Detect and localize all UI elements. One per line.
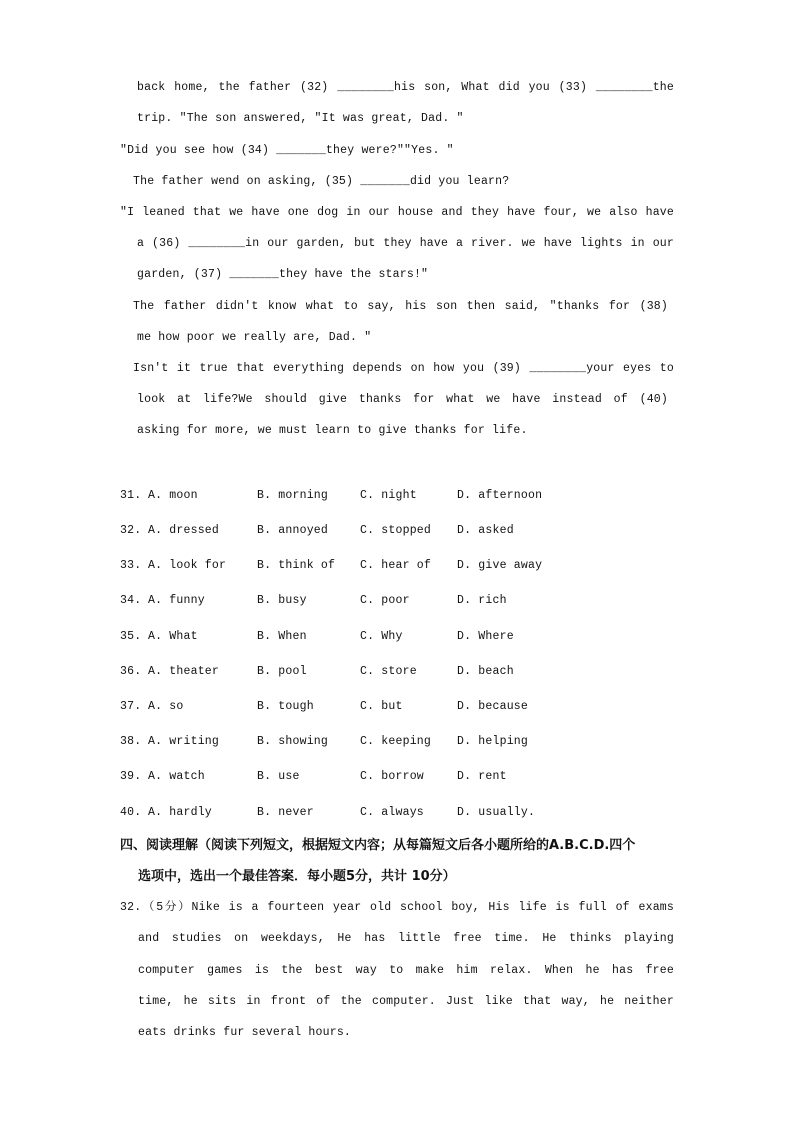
option-a: A. so: [148, 700, 184, 713]
option-c: C. borrow: [360, 770, 424, 783]
option-d: D. beach: [457, 665, 514, 678]
option-d: D. usually.: [457, 806, 536, 819]
question-number: 31.: [120, 489, 142, 502]
option-c: C. but: [360, 700, 403, 713]
question-number: 34.: [120, 594, 142, 607]
option-d: D. Where: [457, 630, 514, 643]
option-a: A. hardly: [148, 806, 212, 819]
option-c: C. poor: [360, 594, 410, 607]
option-b: B. use: [257, 770, 300, 783]
passage-line: back home, the father (32) ________his son, What did you (33) ________the: [137, 81, 674, 94]
option-row: [0, 664, 794, 680]
option-row: [0, 769, 794, 785]
option-a: A. look for: [148, 559, 227, 572]
option-d: D. rent: [457, 770, 507, 783]
option-b: B. annoyed: [257, 524, 329, 537]
option-row: [0, 523, 794, 539]
option-a: A. dressed: [148, 524, 220, 537]
passage-line: asking for more, we must learn to give thanks for life.: [137, 424, 528, 437]
option-b: B. pool: [257, 665, 307, 678]
option-b: B. showing: [257, 735, 329, 748]
option-row: [0, 558, 794, 574]
option-d: D. asked: [457, 524, 514, 537]
passage-line: trip. "The son answered, "It was great, Dad. ": [137, 112, 464, 125]
option-row: [0, 699, 794, 715]
option-d: D. give away: [457, 559, 543, 572]
reading-line: 32.（5分）Nike is a fourteen year old school boy, His life is full of exams: [120, 901, 674, 914]
passage-line: garden, (37) _______they have the stars!": [137, 268, 429, 281]
option-d: D. rich: [457, 594, 507, 607]
reading-line: eats drinks fur several hours.: [138, 1026, 352, 1039]
passage-line: The father didn't know what to say, his son then said, "thanks for (38): [133, 300, 668, 313]
passage-line: a (36) ________in our garden, but they have a river. we have lights in our: [137, 237, 674, 250]
question-number: 35.: [120, 630, 142, 643]
question-number: 33.: [120, 559, 142, 572]
option-c: C. always: [360, 806, 424, 819]
passage-line: look at life?We should give thanks for what we have instead of (40): [137, 393, 668, 406]
option-a: A. writing: [148, 735, 220, 748]
option-c: C. hear of: [360, 559, 432, 572]
option-a: A. watch: [148, 770, 205, 783]
question-number: 39.: [120, 770, 142, 783]
passage-line: "I leaned that we have one dog in our house and they have four, we also have: [120, 206, 674, 219]
option-d: D. helping: [457, 735, 529, 748]
option-b: B. tough: [257, 700, 314, 713]
reading-line: computer games is the best way to make him relax. When he has free: [138, 964, 674, 977]
option-c: C. stopped: [360, 524, 432, 537]
option-a: A. What: [148, 630, 198, 643]
option-d: D. afternoon: [457, 489, 543, 502]
option-row: [0, 488, 794, 504]
question-number: 36.: [120, 665, 142, 678]
passage-line: me how poor we really are, Dad. ": [137, 331, 372, 344]
option-c: C. store: [360, 665, 417, 678]
question-number: 40.: [120, 806, 142, 819]
reading-line: and studies on weekdays, He has little free time. He thinks playing: [138, 932, 674, 945]
option-row: [0, 629, 794, 645]
option-a: A. funny: [148, 594, 205, 607]
option-b: B. When: [257, 630, 307, 643]
section-heading-line: 四、阅读理解（阅读下列短文，根据短文内容；从每篇短文后各小题所给的A.B.C.D.四个: [120, 838, 636, 853]
reading-line: time, he sits in front of the computer. Just like that way, he neither: [138, 995, 674, 1008]
passage-line: The father wend on asking, (35) _______did you learn?: [133, 175, 510, 188]
question-number: 37.: [120, 700, 142, 713]
passage-line: "Did you see how (34) _______they were?""Yes. ": [120, 144, 454, 157]
question-number: 38.: [120, 735, 142, 748]
option-b: B. think of: [257, 559, 336, 572]
option-d: D. because: [457, 700, 529, 713]
question-number: 32.: [120, 524, 142, 537]
option-c: C. keeping: [360, 735, 432, 748]
passage-line: Isn't it true that everything depends on how you (39) ________your eyes to: [133, 362, 674, 375]
section-heading-line: 选项中，选出一个最佳答案．每小题5分，共计 10分）: [138, 869, 456, 884]
option-row: [0, 805, 794, 821]
option-row: [0, 734, 794, 750]
option-c: C. Why: [360, 630, 403, 643]
option-b: B. never: [257, 806, 314, 819]
option-b: B. morning: [257, 489, 329, 502]
option-a: A. moon: [148, 489, 198, 502]
option-c: C. night: [360, 489, 417, 502]
option-row: [0, 593, 794, 609]
option-a: A. theater: [148, 665, 220, 678]
option-b: B. busy: [257, 594, 307, 607]
